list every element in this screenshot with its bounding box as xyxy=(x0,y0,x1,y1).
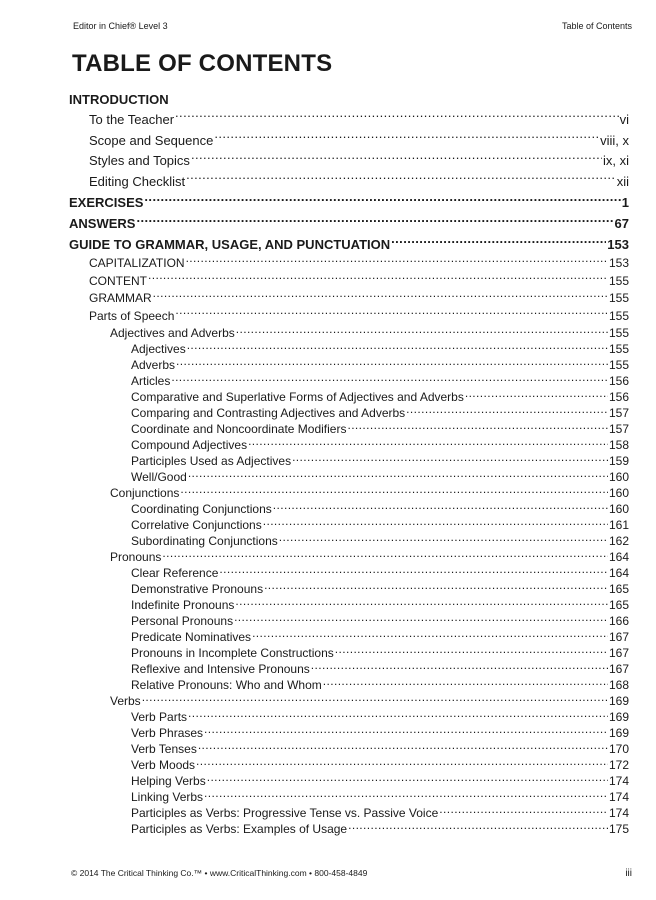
toc-label: Adjectives xyxy=(131,342,186,357)
toc-label: Reflexive and Intensive Pronouns xyxy=(131,662,310,677)
toc-entry[interactable] xyxy=(69,255,629,273)
dot-leader xyxy=(186,255,608,267)
toc-page: 155 xyxy=(608,342,629,357)
toc-heading-introduction xyxy=(69,90,629,110)
dot-leader xyxy=(273,501,608,513)
toc-page: 174 xyxy=(608,790,629,805)
toc-entry[interactable] xyxy=(69,501,629,517)
toc-label: Linking Verbs xyxy=(131,790,204,805)
toc-entry[interactable] xyxy=(69,629,629,645)
toc-label: Pronouns xyxy=(110,550,162,565)
toc-label: Verb Parts xyxy=(131,710,188,725)
dot-leader xyxy=(235,597,608,609)
toc-label: Clear Reference xyxy=(131,566,219,581)
toc-page: 172 xyxy=(608,758,629,773)
toc-page: 159 xyxy=(608,454,629,469)
toc-entry-pronouns[interactable] xyxy=(69,549,629,565)
toc-label: Predicate Nominatives xyxy=(131,630,252,645)
dot-leader xyxy=(191,152,602,165)
toc-entry[interactable] xyxy=(69,821,629,837)
toc-page: 167 xyxy=(608,630,629,645)
toc-entry[interactable] xyxy=(69,389,629,405)
dot-leader xyxy=(292,453,608,465)
toc-entry[interactable] xyxy=(69,517,629,533)
toc-label: Editing Checklist xyxy=(89,173,186,189)
toc-page: 169 xyxy=(608,694,629,709)
page-title: TABLE OF CONTENTS xyxy=(72,50,333,77)
toc-label: Relative Pronouns: Who and Whom xyxy=(131,678,322,693)
toc-entry[interactable] xyxy=(69,437,629,453)
dot-leader xyxy=(439,805,608,817)
toc-entry[interactable] xyxy=(69,805,629,821)
dot-leader xyxy=(196,757,608,769)
dot-leader xyxy=(236,325,608,337)
toc-page: 165 xyxy=(608,598,629,613)
toc-label: Personal Pronouns xyxy=(131,614,234,629)
toc-label: Verb Moods xyxy=(131,758,196,773)
dot-leader xyxy=(207,773,608,785)
toc-entry[interactable] xyxy=(69,273,629,291)
toc-entry[interactable] xyxy=(69,613,629,629)
header-section-title: Table of Contents xyxy=(561,21,632,31)
toc-page: 155 xyxy=(608,358,629,373)
toc-label: EXERCISES xyxy=(69,195,144,211)
toc-page: 167 xyxy=(608,662,629,677)
toc-label: Compound Adjectives xyxy=(131,438,248,453)
toc-label: Participles Used as Adjectives xyxy=(131,454,292,469)
toc-label: ANSWERS xyxy=(69,216,136,232)
toc-page: 164 xyxy=(608,566,629,581)
toc-label: Subordinating Conjunctions xyxy=(131,534,278,549)
dot-leader xyxy=(188,469,608,481)
toc-entry[interactable] xyxy=(69,151,629,172)
toc-page: 169 xyxy=(608,726,629,741)
toc-entry[interactable] xyxy=(69,661,629,677)
dot-leader xyxy=(148,273,608,285)
dot-leader xyxy=(136,215,613,228)
toc-page: 153 xyxy=(607,237,629,253)
toc-page: 155 xyxy=(608,326,629,341)
dot-leader xyxy=(311,661,608,673)
toc-entry[interactable] xyxy=(69,565,629,581)
toc-label: Helping Verbs xyxy=(131,774,206,789)
table-of-contents xyxy=(69,90,629,837)
toc-entry[interactable] xyxy=(69,290,629,308)
toc-label: Parts of Speech xyxy=(89,308,175,323)
toc-entry[interactable] xyxy=(69,405,629,421)
dot-leader xyxy=(263,517,608,529)
toc-label: Verb Tenses xyxy=(131,742,197,757)
toc-label: GUIDE TO GRAMMAR, USAGE, AND PUNCTUATION xyxy=(69,237,391,253)
toc-entry[interactable] xyxy=(69,741,629,757)
toc-entry[interactable] xyxy=(69,773,629,789)
dot-leader xyxy=(248,437,608,449)
dot-leader xyxy=(176,357,608,369)
dot-leader xyxy=(187,341,608,353)
dot-leader xyxy=(198,741,608,753)
page-footer xyxy=(71,868,632,879)
footer-page-number: iii xyxy=(625,868,632,879)
toc-page: 155 xyxy=(608,308,629,323)
toc-label: Adverbs xyxy=(131,358,176,373)
toc-page: 156 xyxy=(608,374,629,389)
dot-leader xyxy=(391,236,606,249)
toc-entry-guide[interactable] xyxy=(69,234,629,255)
dot-leader xyxy=(279,533,608,545)
toc-label: Scope and Sequence xyxy=(89,132,214,148)
toc-label: Indefinite Pronouns xyxy=(131,598,235,613)
toc-page: viii, x xyxy=(600,132,629,148)
toc-label: Verb Phrases xyxy=(131,726,204,741)
toc-label: Comparative and Superlative Forms of Adjectives and Adverbs xyxy=(131,390,464,405)
toc-label: GRAMMAR xyxy=(89,291,152,306)
toc-label: Comparing and Contrasting Adjectives and Adverbs xyxy=(131,406,406,421)
toc-entry[interactable] xyxy=(69,533,629,549)
toc-entry[interactable] xyxy=(69,341,629,357)
dot-leader xyxy=(175,111,619,124)
toc-entry[interactable] xyxy=(69,709,629,725)
toc-page: 174 xyxy=(608,806,629,821)
dot-leader xyxy=(180,485,608,497)
dot-leader xyxy=(264,581,608,593)
dot-leader xyxy=(142,693,608,705)
toc-label: Demonstrative Pronouns xyxy=(131,582,264,597)
toc-page: 155 xyxy=(608,291,629,306)
dot-leader xyxy=(465,389,608,401)
toc-entry[interactable] xyxy=(69,110,629,131)
toc-page: 67 xyxy=(614,216,629,232)
toc-entry[interactable] xyxy=(69,131,629,152)
running-header xyxy=(73,21,632,31)
toc-page: 153 xyxy=(608,256,629,271)
dot-leader xyxy=(347,421,608,433)
toc-page: 157 xyxy=(608,422,629,437)
dot-leader xyxy=(204,789,608,801)
toc-page: 156 xyxy=(608,390,629,405)
dot-leader xyxy=(406,405,608,417)
toc-label: Coordinating Conjunctions xyxy=(131,502,272,517)
toc-entry[interactable] xyxy=(69,725,629,741)
toc-label: Pronouns in Incomplete Constructions xyxy=(131,646,334,661)
toc-page: 160 xyxy=(608,486,629,501)
toc-label: CONTENT xyxy=(89,273,147,288)
toc-page: 170 xyxy=(608,742,629,757)
toc-page: 174 xyxy=(608,774,629,789)
toc-label: Adjectives and Adverbs xyxy=(110,326,235,341)
toc-entry-verbs[interactable] xyxy=(69,693,629,709)
toc-label: INTRODUCTION xyxy=(69,92,169,107)
toc-entry-conjunctions[interactable] xyxy=(69,485,629,501)
toc-page: 175 xyxy=(608,822,629,837)
toc-label: To the Teacher xyxy=(89,112,175,127)
toc-label: Styles and Topics xyxy=(89,153,190,169)
dot-leader xyxy=(162,549,608,561)
toc-page: 166 xyxy=(608,614,629,629)
toc-label: Participles as Verbs: Examples of Usage xyxy=(131,822,348,837)
toc-entry[interactable] xyxy=(69,469,629,485)
dot-leader xyxy=(204,725,608,737)
toc-entry[interactable] xyxy=(69,373,629,389)
toc-label: Conjunctions xyxy=(110,486,180,501)
toc-page: 168 xyxy=(608,678,629,693)
dot-leader xyxy=(348,821,608,833)
toc-entry[interactable] xyxy=(69,308,629,326)
toc-page: 157 xyxy=(608,406,629,421)
toc-entry[interactable] xyxy=(69,421,629,437)
dot-leader xyxy=(171,373,608,385)
dot-leader xyxy=(323,677,608,689)
toc-entry-exercises[interactable] xyxy=(69,192,629,213)
toc-page: 160 xyxy=(608,502,629,517)
toc-page: 162 xyxy=(608,534,629,549)
toc-page: xii xyxy=(616,173,629,189)
toc-entry[interactable] xyxy=(69,581,629,597)
header-book-title: Editor in Chief® Level 3 xyxy=(73,21,168,31)
toc-entry[interactable] xyxy=(69,597,629,613)
dot-leader xyxy=(214,132,599,145)
toc-label: Participles as Verbs: Progressive Tense vs. Passive Voice xyxy=(131,806,439,821)
toc-entry[interactable] xyxy=(69,645,629,661)
toc-entry-answers[interactable] xyxy=(69,213,629,234)
toc-page: 167 xyxy=(608,646,629,661)
toc-entry[interactable] xyxy=(69,757,629,773)
footer-copyright: © 2014 The Critical Thinking Co.™ • www.CriticalThinking.com • 800-458-4849 xyxy=(71,868,368,878)
toc-page: 158 xyxy=(608,438,629,453)
toc-entry[interactable] xyxy=(69,357,629,373)
toc-page: 155 xyxy=(608,273,629,288)
toc-page: 169 xyxy=(608,710,629,725)
toc-label: Coordinate and Noncoordinate Modifiers xyxy=(131,422,347,437)
dot-leader xyxy=(186,173,616,186)
toc-entry-adjectives-and-adverbs[interactable] xyxy=(69,325,629,341)
toc-entry[interactable] xyxy=(69,789,629,805)
toc-page: 161 xyxy=(608,518,629,533)
dot-leader xyxy=(335,645,608,657)
toc-entry[interactable] xyxy=(69,172,629,193)
toc-page: vi xyxy=(619,112,629,127)
toc-page: ix, xi xyxy=(603,153,629,169)
toc-label: Correlative Conjunctions xyxy=(131,518,262,533)
dot-leader xyxy=(188,709,608,721)
dot-leader xyxy=(252,629,608,641)
toc-page: 165 xyxy=(608,582,629,597)
toc-page: 160 xyxy=(608,470,629,485)
dot-leader xyxy=(144,194,620,207)
toc-entry[interactable] xyxy=(69,677,629,693)
toc-label: Verbs xyxy=(110,694,141,709)
dot-leader xyxy=(234,613,608,625)
dot-leader xyxy=(219,565,608,577)
toc-page: 164 xyxy=(608,550,629,565)
toc-label: Well/Good xyxy=(131,470,187,485)
toc-label: CAPITALIZATION xyxy=(89,256,185,271)
toc-page: 1 xyxy=(621,195,629,211)
dot-leader xyxy=(153,290,608,302)
toc-entry[interactable] xyxy=(69,453,629,469)
dot-leader xyxy=(175,308,608,320)
toc-label: Articles xyxy=(131,374,171,389)
